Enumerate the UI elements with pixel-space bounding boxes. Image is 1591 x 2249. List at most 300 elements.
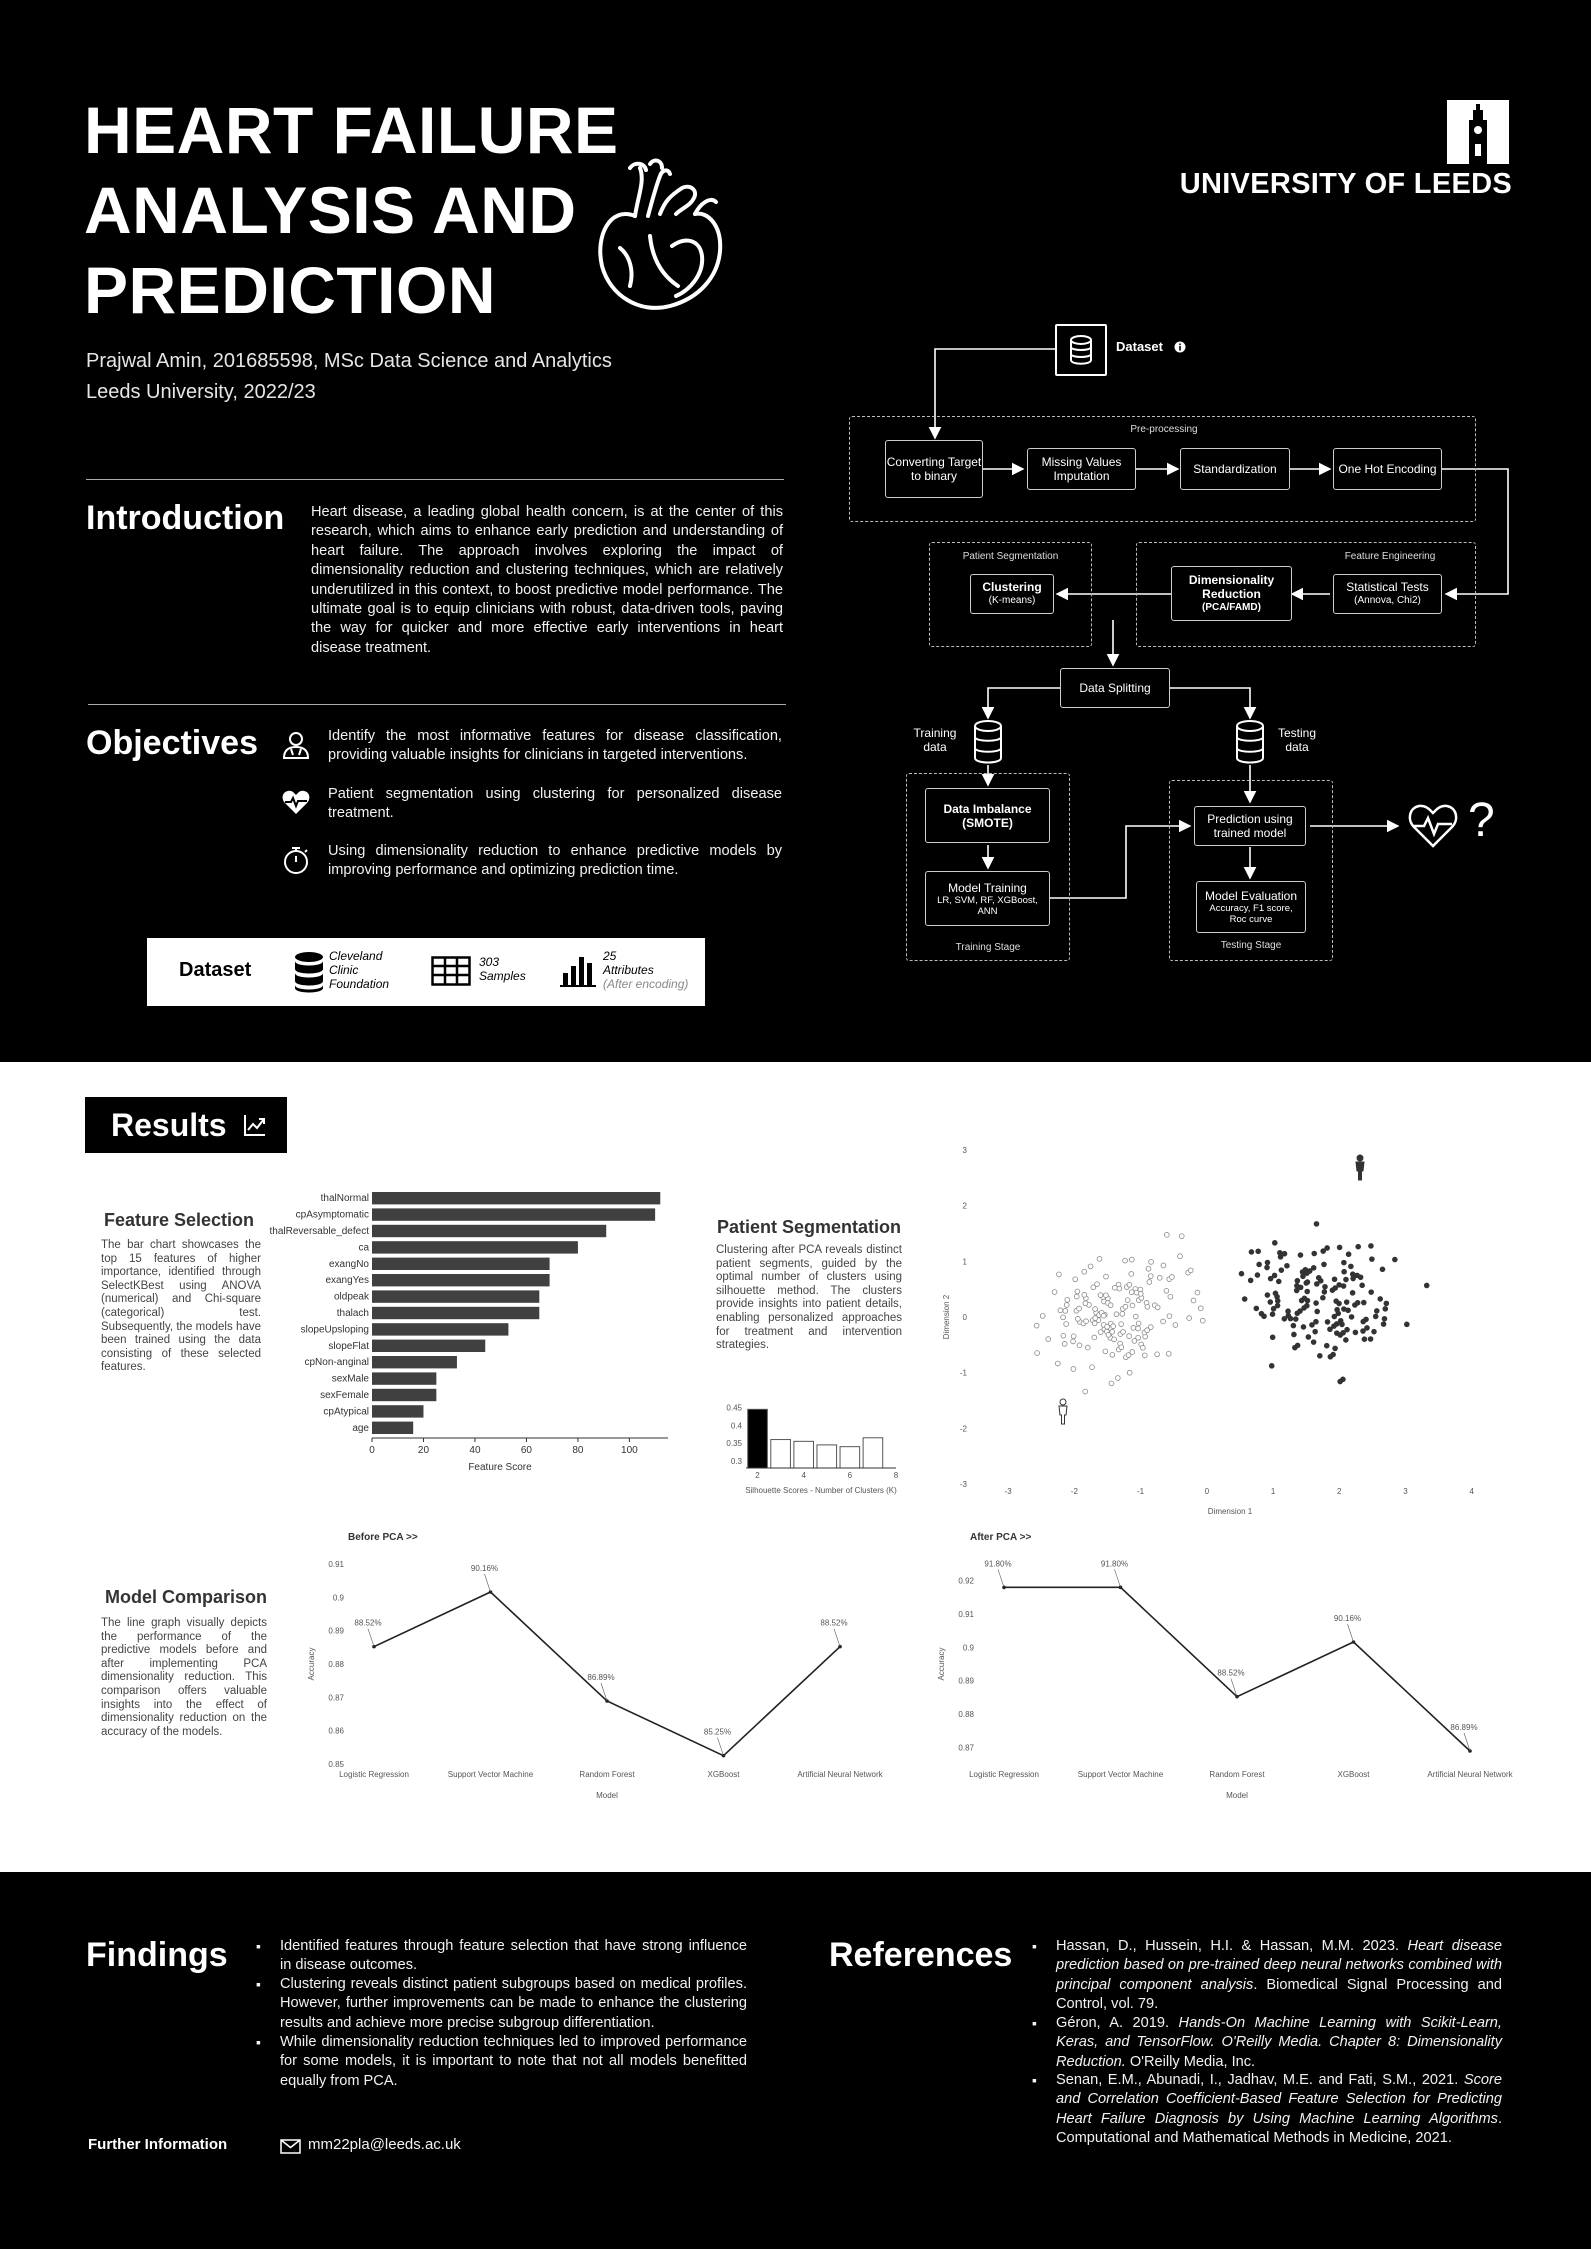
scatter-point-cluster-a — [1088, 1264, 1093, 1269]
scatter-point-cluster-a — [1071, 1339, 1076, 1344]
silhouette-bar — [794, 1441, 814, 1468]
silhouette-bar — [817, 1445, 837, 1468]
scatter-point-cluster-b — [1346, 1252, 1351, 1257]
scatter-point-cluster-b — [1369, 1257, 1374, 1262]
scatter-point-cluster-b — [1349, 1314, 1354, 1319]
feature-label: slopeFlat — [328, 1340, 369, 1352]
stat-tests-sub: (Annova, Chi2) — [1354, 595, 1421, 606]
accuracy-label: 91.80% — [984, 1559, 1012, 1569]
feature-label: thalach — [336, 1308, 369, 1319]
x-tick-label: -3 — [1004, 1487, 1012, 1496]
feature-bar — [372, 1389, 436, 1401]
data-splitting-node: Data Splitting — [1060, 668, 1170, 708]
heartbeat-icon — [281, 787, 311, 817]
feature-label: cpNon-anginal — [304, 1357, 369, 1369]
scatter-point-cluster-a — [1061, 1333, 1066, 1338]
dataset-attributes — [603, 949, 688, 991]
feature-label: exangYes — [325, 1275, 369, 1287]
affiliation-line: Leeds University, 2022/23 — [86, 381, 316, 403]
scatter-point-cluster-b — [1294, 1288, 1299, 1293]
scatter-point-cluster-b — [1265, 1293, 1270, 1298]
scatter-point-cluster-a — [1055, 1361, 1060, 1366]
scatter-point-cluster-b — [1301, 1274, 1306, 1279]
accuracy-point — [372, 1645, 376, 1649]
scatter-point-cluster-b — [1292, 1332, 1297, 1337]
scatter-point-cluster-b — [1279, 1268, 1284, 1273]
accuracy-label: 86.89% — [587, 1673, 615, 1682]
y-tick-label: 0.4 — [730, 1421, 742, 1431]
scatter-point-cluster-b — [1295, 1343, 1300, 1348]
scatter-point-cluster-a — [1136, 1321, 1141, 1326]
scatter-point-cluster-a — [1161, 1263, 1166, 1268]
scatter-point-cluster-a — [1120, 1312, 1125, 1317]
scatter-point-cluster-b — [1337, 1245, 1342, 1250]
scatter-point-cluster-b — [1286, 1309, 1291, 1314]
scatter-point-cluster-b — [1312, 1251, 1317, 1256]
introduction-text: Heart disease, a leading global health concern, is at the center of this research, which aims to enhance early prediction and understanding of heart failure. The approach involves exploring the impact of dimensionality reduction and clustering techniques, which are relatively underutilized in this context, to boost predictive model performance. The ultimate goal is to equip clinicians with robust, data-driven tools, paving the way for quicker and more effective early interventions in heart disease treatment. — [311, 504, 783, 656]
scatter-point-cluster-b — [1348, 1264, 1353, 1269]
scatter-point-cluster-a — [1125, 1298, 1130, 1303]
feature-bar — [372, 1307, 539, 1319]
scatter-point-cluster-b — [1257, 1262, 1262, 1267]
scatter-point-cluster-a — [1146, 1266, 1151, 1271]
scatter-point-cluster-b — [1271, 1306, 1276, 1311]
reference-item — [1056, 1937, 1502, 2014]
scatter-point-cluster-b — [1306, 1335, 1311, 1340]
x-tick-label: 3 — [1403, 1487, 1408, 1496]
scatter-point-cluster-a — [1085, 1345, 1090, 1350]
divider — [86, 479, 784, 480]
ref-authors: Senan, E.M., Abunadi, I., Jadhav, M.E. and Fati, S.M., 2021. — [1056, 2072, 1464, 2088]
scatter-point-cluster-a — [1140, 1345, 1145, 1350]
y-tick-label: 0.35 — [726, 1439, 742, 1449]
scatter-point-cluster-a — [1114, 1312, 1119, 1317]
scatter-point-cluster-b — [1301, 1325, 1306, 1330]
author-line: Prajwal Amin, 201685598, MSc Data Science and Analytics — [86, 350, 612, 372]
findings-heading: Findings — [86, 1936, 228, 1974]
scatter-point-cluster-a — [1103, 1293, 1108, 1298]
scatter-point-cluster-a — [1046, 1337, 1051, 1342]
scatter-point-cluster-b — [1305, 1298, 1310, 1303]
scatter-point-cluster-a — [1168, 1294, 1173, 1299]
model-training-sub: LR, SVM, RF, XGBoost, ANN — [937, 894, 1038, 917]
scatter-point-cluster-b — [1424, 1283, 1429, 1288]
y-tick-label: -3 — [959, 1480, 967, 1489]
y-tick-label: 0.91 — [958, 1610, 974, 1619]
scatter-point-cluster-a — [1188, 1268, 1193, 1273]
divider — [88, 704, 786, 705]
model-training-label: Model Training — [948, 880, 1027, 895]
scatter-point-cluster-b — [1380, 1267, 1385, 1272]
feature-label: exangNo — [328, 1258, 369, 1270]
scatter-point-cluster-b — [1341, 1284, 1346, 1289]
scatter-point-cluster-b — [1298, 1253, 1303, 1258]
scatter-point-cluster-b — [1333, 1286, 1338, 1291]
scatter-point-cluster-a — [1132, 1339, 1137, 1344]
objectives-heading: Objectives — [86, 724, 258, 762]
scatter-point-cluster-a — [1093, 1307, 1098, 1312]
feature-engineering-label: Feature Engineering — [1344, 551, 1436, 562]
scatter-point-cluster-b — [1265, 1260, 1270, 1265]
data-imbalance-node: Data Imbalance (SMOTE) — [925, 788, 1050, 843]
y-tick-label: 0.87 — [328, 1693, 344, 1703]
attributes-label: Attributes — [603, 963, 654, 977]
scatter-point-cluster-b — [1262, 1314, 1267, 1319]
scatter-point-cluster-a — [1121, 1329, 1126, 1334]
x-tick-label: Support Vector Machine — [1077, 1770, 1164, 1779]
feature-label: thalReversable_defect — [269, 1226, 369, 1237]
scatter-point-cluster-b — [1404, 1322, 1409, 1327]
title-line: HEART FAILURE — [84, 93, 619, 167]
dataset-node-label: Dataset — [1116, 339, 1163, 354]
y-tick-label: 0.89 — [958, 1676, 974, 1686]
scatter-point-cluster-a — [1167, 1314, 1172, 1319]
scatter-point-cluster-b — [1320, 1295, 1325, 1300]
scatter-point-cluster-a — [1131, 1325, 1136, 1330]
feature-label: slopeUpsloping — [300, 1324, 369, 1336]
scatter-point-cluster-a — [1040, 1313, 1045, 1318]
university-name: UNIVERSITY OF LEEDS — [1179, 168, 1512, 200]
y-tick-label: 0.88 — [328, 1660, 344, 1669]
accuracy-label: 88.52% — [1217, 1668, 1245, 1678]
scatter-point-cluster-a — [1097, 1256, 1102, 1261]
scatter-point-cluster-b — [1382, 1316, 1387, 1321]
scatter-point-cluster-b — [1276, 1279, 1281, 1284]
scatter-point-cluster-b — [1314, 1301, 1319, 1306]
finding-item: ▪ Identified features through feature selection that have strong influence in disease outcomes. — [280, 1937, 747, 1976]
scatter-point-cluster-b — [1333, 1346, 1338, 1351]
y-tick-label: 0.9 — [962, 1643, 974, 1653]
x-tick-label: Support Vector Machine — [447, 1770, 534, 1779]
scatter-point-cluster-b — [1285, 1263, 1290, 1268]
feature-selection-heading: Feature Selection — [104, 1210, 255, 1230]
training-database-icon — [972, 720, 1004, 764]
ref-authors: Géron, A. 2019. — [1056, 2015, 1179, 2031]
scatter-point-cluster-b — [1277, 1250, 1282, 1255]
scatter-point-cluster-b — [1305, 1289, 1310, 1294]
x-tick-label: Random Forest — [579, 1770, 635, 1779]
results-section — [0, 1062, 1591, 1872]
y-tick-label: 2 — [962, 1201, 967, 1211]
training-stage-label: Training Stage — [955, 942, 1021, 953]
email-icon — [280, 2139, 301, 2154]
x-tick-label: 1 — [1270, 1487, 1276, 1496]
scatter-point-cluster-a — [1138, 1291, 1143, 1296]
database-icon — [1069, 335, 1093, 365]
samples-count: 303 — [479, 955, 500, 969]
ref-title: Score and Correlation Coefficient-Based Feature Selection for Predicting Heart Failure Diagnosis by Using Machine Learning Algorithms — [1056, 2072, 1502, 2127]
patient-segmentation-heading: Patient Segmentation — [717, 1217, 902, 1237]
scatter-point-cluster-a — [1148, 1274, 1153, 1279]
feature-label: thalNormal — [320, 1193, 369, 1205]
scatter-point-cluster-a — [1178, 1254, 1183, 1259]
scatter-point-cluster-a — [1057, 1272, 1062, 1277]
scatter-point-cluster-b — [1311, 1340, 1316, 1345]
results-heading: Results — [111, 1107, 227, 1143]
silhouette-bar — [748, 1409, 768, 1468]
dimred-sub: (PCA/FAMD) — [1202, 601, 1261, 613]
x-axis-label: Silhouette Scores - Number of Clusters (K) — [745, 1486, 897, 1495]
scatter-point-cluster-a — [1061, 1315, 1066, 1320]
scatter-point-cluster-b — [1341, 1307, 1346, 1312]
scatter-point-cluster-b — [1356, 1244, 1361, 1249]
scatter-point-cluster-a — [1063, 1308, 1068, 1313]
scatter-point-cluster-a — [1127, 1282, 1132, 1287]
model-evaluation-node — [1196, 881, 1306, 933]
scatter-point-cluster-a — [1077, 1343, 1082, 1348]
scatter-point-cluster-b — [1298, 1309, 1303, 1314]
label-leader — [1348, 1624, 1354, 1642]
model-comparison-text: The line graph visually depicts the performance of the predictive models before and after implementing PCA dimensionality reduction. This comparison offers valuable insights into the effect of dimensionality reduction on the accuracy of the models. — [101, 1617, 267, 1738]
scatter-point-cluster-b — [1351, 1276, 1356, 1281]
scatter-point-cluster-a — [1110, 1352, 1115, 1357]
ref-source: O'Reilly Media, Inc. — [1125, 2053, 1256, 2070]
scatter-point-cluster-b — [1364, 1317, 1369, 1322]
scatter-point-cluster-a — [1064, 1322, 1069, 1327]
scatter-point-cluster-b — [1328, 1327, 1333, 1332]
evaluation-label: Model Evaluation — [1204, 889, 1298, 903]
patient-segmentation-label: Patient Segmentation — [962, 551, 1059, 562]
feature-label: cpAsymptomatic — [295, 1209, 369, 1221]
scatter-point-cluster-b — [1317, 1353, 1322, 1358]
source-line: Clinic — [329, 963, 359, 977]
results-heading-badge — [85, 1097, 287, 1153]
scatter-point-cluster-a — [1103, 1349, 1108, 1354]
scatter-point-cluster-a — [1145, 1328, 1150, 1333]
scatter-point-cluster-a — [1179, 1234, 1184, 1239]
chart-title: After PCA >> — [970, 1532, 1032, 1543]
dimensionality-reduction-node — [1171, 566, 1292, 621]
scatter-point-cluster-b — [1256, 1249, 1261, 1254]
accuracy-point — [722, 1754, 726, 1758]
accuracy-label: 86.89% — [1450, 1723, 1478, 1732]
info-icon — [1174, 341, 1186, 353]
x-tick-label: XGBoost — [707, 1770, 740, 1779]
scatter-point-cluster-a — [1147, 1280, 1152, 1285]
university-logo-icon — [1447, 100, 1509, 164]
scatter-point-cluster-b — [1316, 1275, 1321, 1280]
scatter-point-cluster-a — [1084, 1319, 1089, 1324]
scatter-point-cluster-a — [1117, 1286, 1122, 1291]
scatter-point-cluster-a — [1034, 1323, 1039, 1328]
scatter-point-cluster-a — [1136, 1326, 1141, 1331]
scatter-point-cluster-a — [1111, 1324, 1116, 1329]
scatter-point-cluster-a — [1200, 1318, 1205, 1323]
feature-score-bar-chart — [270, 1182, 680, 1522]
x-tick-label: 0 — [369, 1445, 375, 1456]
email-link[interactable]: mm22pla@leeds.ac.uk — [308, 2136, 461, 2153]
scatter-point-cluster-b — [1384, 1301, 1389, 1306]
scatter-point-cluster-a — [1130, 1303, 1135, 1308]
scatter-point-cluster-a — [1093, 1316, 1098, 1321]
scatter-point-cluster-a — [1090, 1365, 1095, 1370]
finding-item: ▪ While dimensionality reduction techniques led to improved performance for some models, it is important to note that not all models benefitted equally from PCA. — [280, 2033, 747, 2091]
scatter-point-cluster-b — [1255, 1273, 1260, 1278]
scatter-point-cluster-b — [1341, 1260, 1346, 1265]
model-comparison-heading: Model Comparison — [105, 1587, 268, 1607]
attributes-note: (After encoding) — [603, 977, 689, 991]
scatter-point-cluster-a — [1129, 1290, 1134, 1295]
scatter-point-cluster-a — [1173, 1323, 1178, 1328]
feature-label: ca — [358, 1242, 369, 1254]
scatter-point-cluster-b — [1343, 1338, 1348, 1343]
y-tick-label: 0.89 — [328, 1626, 344, 1636]
doctor-icon — [281, 730, 311, 760]
scatter-point-cluster-a — [1082, 1269, 1087, 1274]
clustering-sub: (K-means) — [988, 595, 1036, 606]
chart-title: Before PCA >> — [348, 1532, 418, 1543]
scatter-point-cluster-b — [1325, 1320, 1330, 1325]
scatter-point-cluster-a — [1112, 1337, 1117, 1342]
trend-chart-icon — [243, 1113, 267, 1137]
accuracy-point — [1235, 1695, 1239, 1699]
scatter-point-cluster-b — [1322, 1290, 1327, 1295]
scatter-point-cluster-a — [1106, 1332, 1111, 1337]
testing-stage-label: Testing Stage — [1220, 940, 1282, 951]
dataset-box — [147, 938, 705, 1006]
scatter-point-cluster-b — [1335, 1307, 1340, 1312]
scatter-point-cluster-a — [1052, 1290, 1057, 1295]
stat-tests-label: Statistical Tests — [1346, 580, 1429, 594]
title-line: PREDICTION — [84, 253, 497, 327]
silhouette-bar — [771, 1440, 791, 1468]
ref-title: Heart disease prediction based on pre-trained deep neural networks combined with principal component analysis — [1056, 1938, 1502, 1993]
scatter-point-cluster-a — [1104, 1274, 1109, 1279]
clustering-node — [970, 574, 1054, 614]
scatter-point-cluster-a — [1092, 1321, 1097, 1326]
y-tick-label: 1 — [962, 1257, 967, 1267]
label-leader — [485, 1574, 491, 1592]
scatter-point-cluster-a — [1133, 1314, 1138, 1319]
scatter-point-cluster-a — [1119, 1345, 1124, 1350]
scatter-point-cluster-a — [1071, 1367, 1076, 1372]
y-axis-label: Accuracy — [937, 1647, 946, 1681]
poster-title — [84, 90, 619, 330]
feature-label: sexMale — [331, 1373, 369, 1385]
scatter-point-cluster-a — [1123, 1304, 1128, 1309]
scatter-point-cluster-a — [1071, 1334, 1076, 1339]
scatter-point-cluster-b — [1269, 1363, 1274, 1368]
reference-item — [1056, 2071, 1502, 2148]
further-info-label: Further Information — [88, 2136, 228, 2153]
dimred-label: Dimensionality Reduction — [1188, 572, 1275, 601]
model-training-node — [925, 871, 1050, 926]
after-pca-line-chart — [930, 1512, 1513, 1822]
scatter-point-cluster-a — [1083, 1389, 1088, 1394]
y-tick-label: 0.92 — [958, 1576, 974, 1586]
scatter-point-cluster-a — [1091, 1285, 1096, 1290]
samples-label: Samples — [479, 969, 526, 983]
y-tick-label: 0.3 — [730, 1456, 742, 1466]
missing-values-node: Missing Values Imputation — [1027, 448, 1136, 490]
references-heading: References — [829, 1936, 1013, 1974]
scatter-point-cluster-a — [1074, 1294, 1079, 1299]
ref-source: . Biomedical Signal Processing and Control, vol. 79. — [1056, 1976, 1503, 2012]
scatter-point-cluster-b — [1369, 1290, 1374, 1295]
scatter-point-cluster-a — [1065, 1297, 1070, 1302]
scatter-point-cluster-b — [1324, 1343, 1329, 1348]
scatter-point-cluster-a — [1115, 1376, 1120, 1381]
scatter-point-cluster-b — [1273, 1291, 1278, 1296]
scatter-point-cluster-a — [1101, 1313, 1106, 1318]
scatter-point-cluster-b — [1249, 1250, 1254, 1255]
scatter-point-cluster-b — [1254, 1306, 1259, 1311]
y-tick-label: 3 — [962, 1146, 967, 1155]
scatter-point-cluster-b — [1294, 1283, 1299, 1288]
x-tick-label: Logistic Regression — [969, 1770, 1039, 1779]
scatter-point-cluster-b — [1321, 1249, 1326, 1254]
scatter-point-cluster-b — [1310, 1322, 1315, 1327]
scatter-point-cluster-a — [1058, 1308, 1063, 1313]
silhouette-bar-chart — [710, 1398, 910, 1498]
label-leader — [998, 1569, 1004, 1587]
scatter-point-cluster-a — [1123, 1258, 1128, 1263]
heart-rate-icon — [1408, 802, 1458, 850]
ref-authors: Hassan, D., Hussein, H.I. & Hassan, M.M. 2023. — [1056, 1938, 1408, 1954]
feature-bar — [372, 1356, 457, 1368]
scatter-point-cluster-a — [1073, 1277, 1078, 1282]
scatter-point-cluster-a — [1083, 1301, 1088, 1306]
accuracy-label: 90.16% — [470, 1564, 499, 1573]
scatter-point-cluster-b — [1342, 1269, 1347, 1274]
y-tick-label: 0.86 — [328, 1726, 344, 1736]
footer-section — [0, 1872, 1591, 2249]
accuracy-point — [838, 1645, 842, 1649]
scatter-point-cluster-a — [1098, 1293, 1103, 1298]
scatter-point-cluster-b — [1295, 1278, 1300, 1283]
scatter-point-cluster-b — [1381, 1322, 1386, 1327]
scatter-point-cluster-a — [1145, 1304, 1150, 1309]
scatter-point-cluster-b — [1242, 1297, 1247, 1302]
scatter-point-cluster-a — [1169, 1275, 1174, 1280]
scatter-point-cluster-b — [1304, 1281, 1309, 1286]
title-line: ANALYSIS AND — [84, 173, 577, 247]
scatter-point-cluster-b — [1239, 1271, 1244, 1276]
x-tick-label: 40 — [469, 1445, 481, 1456]
feature-bar — [372, 1225, 606, 1237]
dataset-samples — [479, 955, 526, 983]
x-tick-label: 80 — [572, 1445, 584, 1456]
x-tick-label: Logistic Regression — [339, 1770, 409, 1779]
ref-source: . Computational and Mathematical Methods in Medicine, 2021. — [1056, 2110, 1502, 2146]
y-tick-label: 0.91 — [328, 1560, 344, 1569]
x-tick-label: 100 — [621, 1445, 638, 1456]
scatter-point-cluster-b — [1291, 1323, 1296, 1328]
database-icon — [293, 951, 325, 993]
feature-bar — [372, 1258, 550, 1270]
scatter-point-cluster-b — [1383, 1306, 1388, 1311]
preprocessing-label: Pre-processing — [1130, 424, 1198, 435]
scatter-point-cluster-a — [1075, 1316, 1080, 1321]
y-tick-label: 0.87 — [958, 1743, 974, 1753]
feature-bar — [372, 1405, 423, 1417]
x-tick-label: Artificial Neural Network — [797, 1770, 883, 1779]
scatter-point-cluster-a — [1109, 1381, 1114, 1386]
y-tick-label: -2 — [959, 1424, 967, 1434]
scatter-point-cluster-a — [1155, 1305, 1160, 1310]
scatter-point-cluster-a — [1164, 1232, 1169, 1237]
x-tick-label: XGBoost — [1337, 1770, 1370, 1779]
scatter-point-cluster-b — [1362, 1337, 1367, 1342]
evaluation-sub: Accuracy, F1 score, Roc curve — [1209, 903, 1293, 925]
scatter-point-cluster-a — [1062, 1341, 1067, 1346]
scatter-point-cluster-a — [1166, 1351, 1171, 1356]
feature-bar — [372, 1241, 578, 1253]
scatter-point-cluster-b — [1340, 1322, 1345, 1327]
feature-bar — [372, 1290, 539, 1302]
scatter-point-cluster-b — [1268, 1300, 1273, 1305]
x-tick-label: 6 — [847, 1471, 853, 1480]
